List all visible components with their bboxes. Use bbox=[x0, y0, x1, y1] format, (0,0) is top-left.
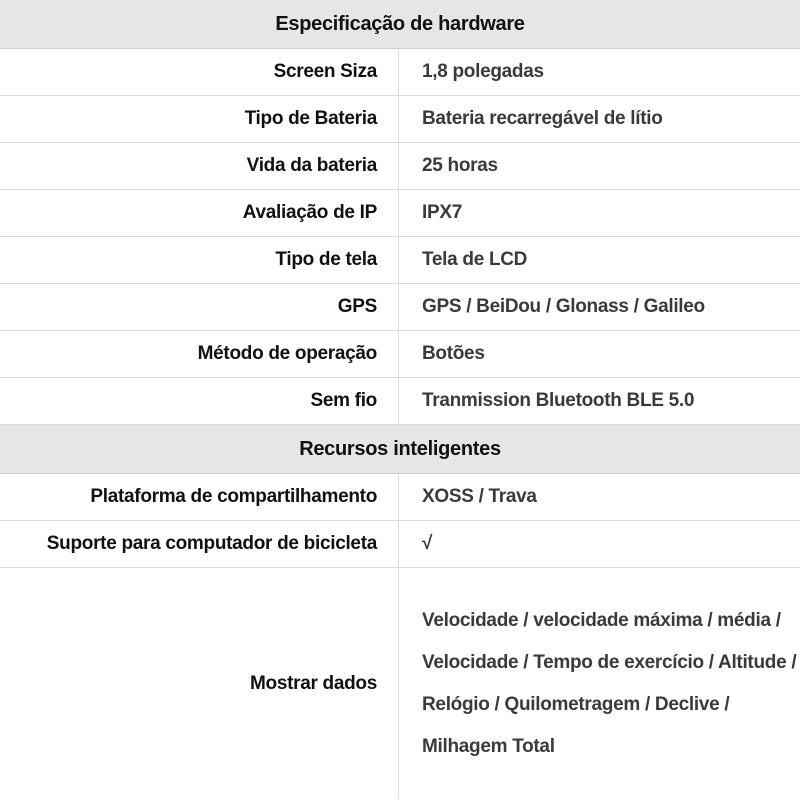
row-label: Método de operação bbox=[0, 331, 399, 377]
row-label: Screen Siza bbox=[0, 49, 399, 95]
section-header-smart-features: Recursos inteligentes bbox=[0, 425, 800, 474]
row-value-multiline bbox=[399, 568, 800, 799]
table-row bbox=[0, 521, 800, 568]
row-label: Sem fio bbox=[0, 378, 399, 424]
table-row bbox=[0, 190, 800, 237]
table-row bbox=[0, 378, 800, 425]
row-label: Tipo de Bateria bbox=[0, 96, 399, 142]
row-label: Plataforma de compartilhamento bbox=[0, 474, 399, 520]
table-row bbox=[0, 96, 800, 143]
table-row bbox=[0, 474, 800, 521]
row-value: IPX7 bbox=[422, 202, 462, 223]
table-row bbox=[0, 568, 800, 799]
checkmark-value: √ bbox=[422, 533, 433, 554]
row-label: Vida da bateria bbox=[0, 143, 399, 189]
row-label: Mostrar dados bbox=[0, 568, 399, 799]
row-label: Suporte para computador de bicicleta bbox=[0, 521, 399, 567]
display-data-line: Velocidade / velocidade máxima / média / bbox=[422, 609, 781, 631]
display-data-line: Relógio / Quilometragem / Declive / bbox=[422, 693, 730, 715]
table-row bbox=[0, 143, 800, 190]
table-row bbox=[0, 237, 800, 284]
table-row bbox=[0, 331, 800, 378]
display-data-line: Velocidade / Tempo de exercício / Altitude / bbox=[422, 651, 797, 673]
row-value: XOSS / Trava bbox=[422, 486, 537, 507]
row-value: 25 horas bbox=[422, 155, 498, 176]
display-data-line: Milhagem Total bbox=[422, 735, 555, 757]
row-value: Bateria recarregável de lítio bbox=[422, 108, 663, 129]
row-value: GPS / BeiDou / Glonass / Galileo bbox=[422, 296, 705, 317]
row-value: Tela de LCD bbox=[422, 249, 528, 270]
row-label: Tipo de tela bbox=[0, 237, 399, 283]
row-value: 1,8 polegadas bbox=[422, 61, 544, 82]
row-label: GPS bbox=[0, 284, 399, 330]
table-row bbox=[0, 49, 800, 96]
row-value: Botões bbox=[422, 343, 485, 364]
section-header-hardware: Especificação de hardware bbox=[0, 0, 800, 49]
row-value: Tranmission Bluetooth BLE 5.0 bbox=[422, 390, 695, 411]
row-label: Avaliação de IP bbox=[0, 190, 399, 236]
table-row bbox=[0, 284, 800, 331]
